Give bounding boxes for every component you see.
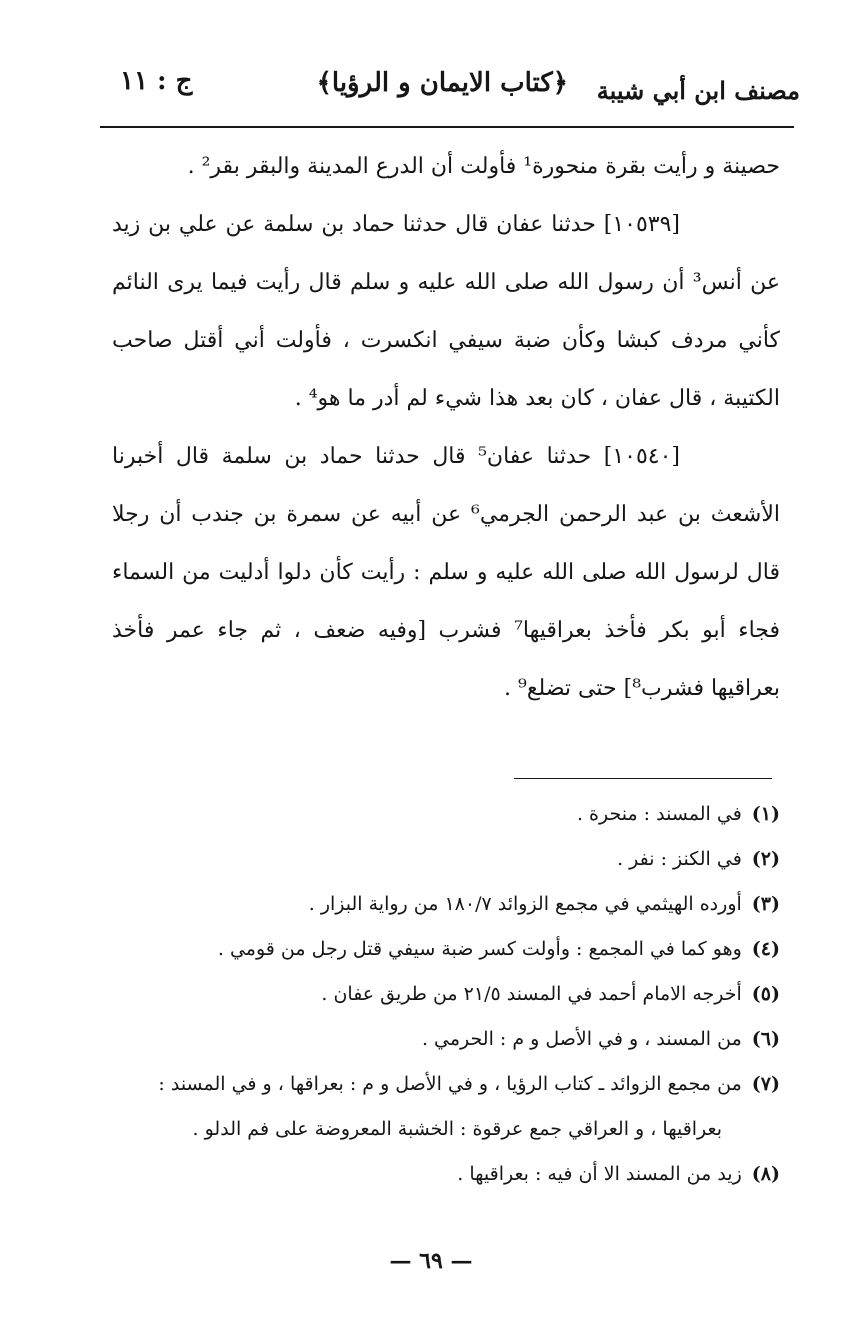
hadith-10540: [١٠٥٤٠] حدثنا عفان⁵ قال حدثنا حماد بن سلمة قال أخبرنا الأشعث بن عبد الرحمن الجرمي⁶ عن أبيه عن سمرة بن جندب أن رجلا قال لرسول الله صلى الله عليه و سلم : رأيت كأن دلوا أدليت من السماء فجاء أبو بكر فأخذ بعراقيها⁷ فشرب [وفيه ضعف ، ثم جاء عمر فأخذ بعراقيها فشرب⁸] حتى تضلع⁹ . — [112, 444, 781, 701]
footnotes — [96, 792, 780, 1197]
footnote-number: (٣) — [751, 893, 780, 915]
footnote-text: من مجمع الزوائد ـ كتاب الرؤيا ، و في الأصل و م : بعراقها ، و في المسند : — [158, 1073, 742, 1095]
footnote-number: (٥) — [751, 983, 780, 1005]
main-text — [112, 138, 780, 718]
hadith-10539: [١٠٥٣٩] حدثنا عفان قال حدثنا حماد بن سلمة عن علي بن زيد عن أنس³ أن رسول الله صلى الله عليه و سلم قال رأيت فيما يرى النائم كأني مردف كبشا وكأن ضبة سيفي انكسرت ، فأولت أني أقتل صاحب الكتيبة ، قال عفان ، كان بعد هذا شيء لم أدر ما هو⁴ . — [112, 212, 780, 411]
footnote-text: من المسند ، و في الأصل و م : الحرمي . — [421, 1028, 742, 1050]
footnote-text: زيد من المسند الا أن فيه : بعراقيها . — [457, 1163, 742, 1185]
footnote-number: (١) — [751, 803, 780, 825]
footnote-7 — [96, 1062, 780, 1107]
page-number: — ٦٩ — — [389, 1248, 473, 1274]
footnote-number: (٢) — [751, 848, 780, 870]
footnote-number: (٨) — [751, 1163, 780, 1185]
footnote-4 — [96, 927, 780, 972]
footnote-5 — [96, 972, 780, 1017]
footnote-7-continuation: بعراقيها ، و العراقي جمع عرقوة : الخشبة المعروضة على فم الدلو . — [192, 1118, 722, 1140]
footnote-number: (٦) — [751, 1028, 780, 1050]
footnote-1 — [96, 792, 780, 837]
footnote-3 — [96, 882, 780, 927]
footnote-8 — [96, 1152, 780, 1197]
paragraph-1: حصينة و رأيت بقرة منحورة¹ فأولت أن الدرع المدينة والبقر بقر² . — [187, 154, 780, 179]
header-book-title: ﴿كتاب الايمان و الرؤيا﴾ — [316, 68, 568, 98]
header-title: مصنف ابن أبي شيبة — [596, 76, 800, 105]
header-volume: ج : ١١ — [120, 66, 193, 96]
footnote-text: في المسند : منحرة . — [576, 803, 742, 825]
footnote-6 — [96, 1017, 780, 1062]
running-header — [100, 62, 800, 122]
footnote-text: أورده الهيثمي في مجمع الزوائد ١٨٠/٧ من رواية البزار . — [308, 893, 742, 915]
footnote-number: (٤) — [751, 938, 780, 960]
footnote-text: أخرجه الامام أحمد في المسند ٢١/٥ من طريق عفان . — [321, 983, 742, 1005]
footnote-2 — [96, 837, 780, 882]
footnote-text: وهو كما في المجمع : وأولت كسر ضبة سيفي قتل رجل من قومي . — [217, 938, 742, 960]
header-rule — [100, 126, 794, 128]
footnote-number: (٧) — [751, 1073, 780, 1095]
footnote-text: في الكنز : نفر . — [617, 848, 742, 870]
footnote-rule — [514, 778, 772, 779]
